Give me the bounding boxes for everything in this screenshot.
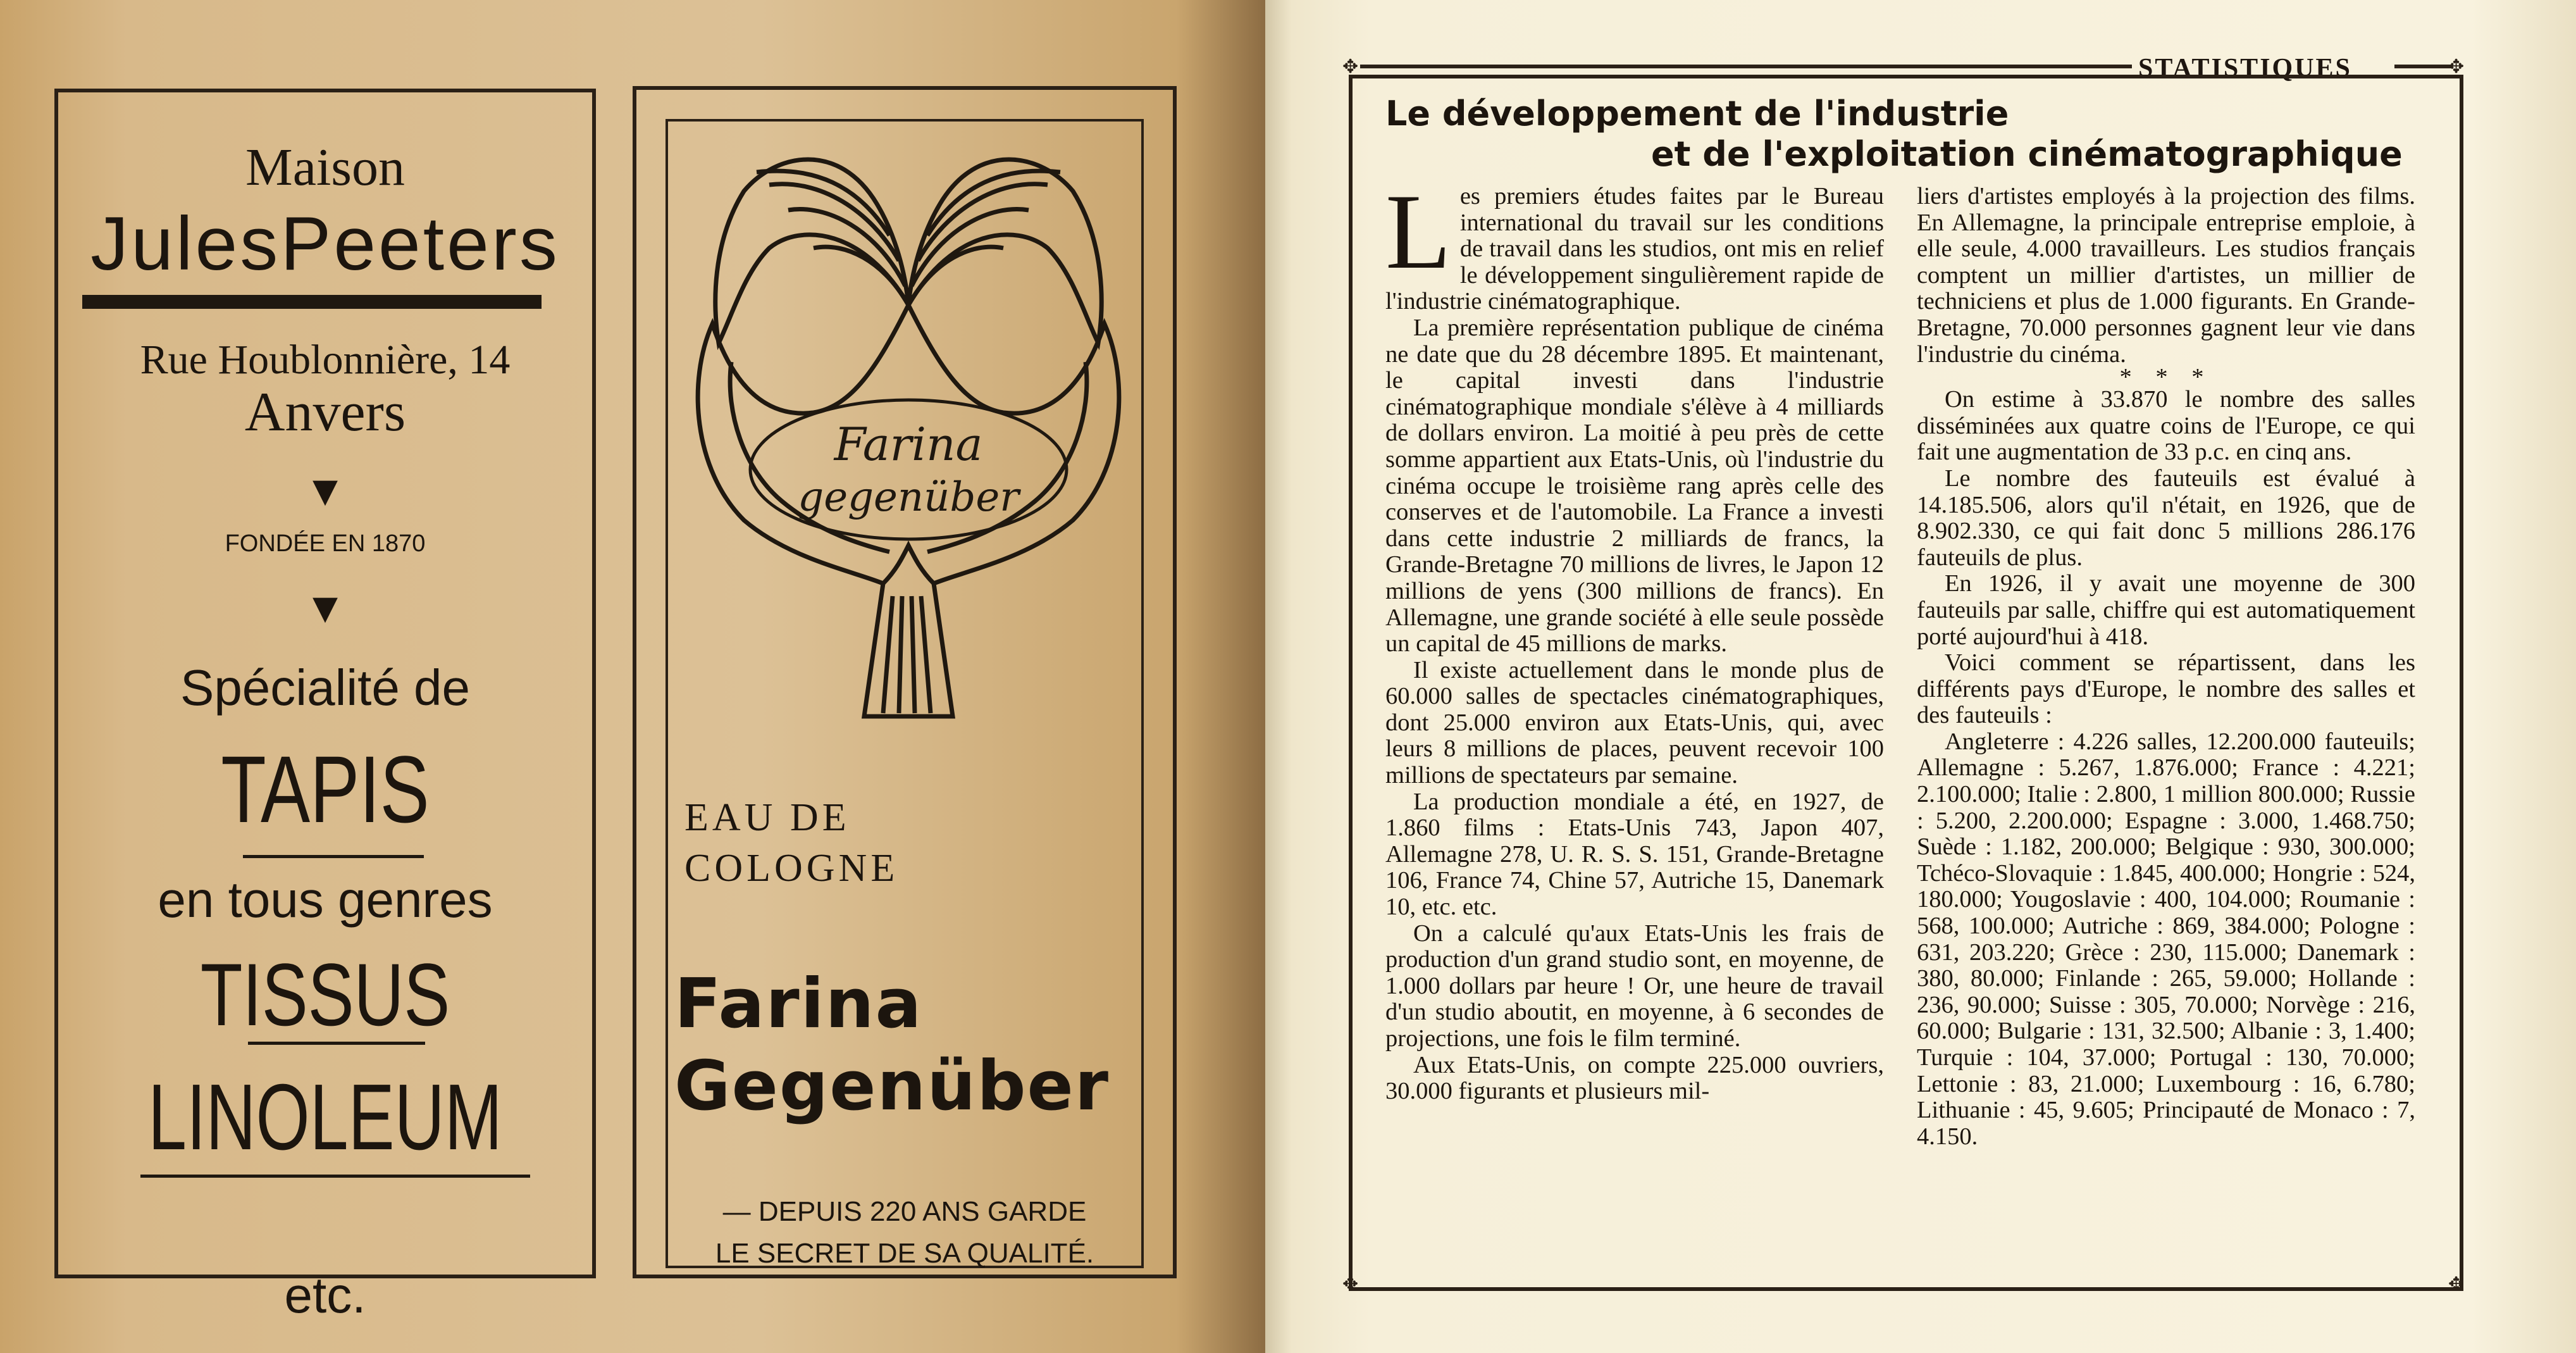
ad-address: Rue Houblonnière, 14 [140, 337, 511, 383]
paragraph-text: es premiers études faites par le Bureau international du travail sur les conditions de travail dans les studios, ont mis en relief le développement singulièrement rapide de l'industrie cinématographique. [1385, 183, 1884, 315]
ad-slogan-line2: LE SECRET DE SA QUALITÉ. [715, 1238, 1094, 1269]
ad-brand [674, 963, 1110, 1128]
ad-slogan-line1: — DEPUIS 220 ANS GARDE [722, 1196, 1087, 1227]
header-rule [1360, 65, 2132, 68]
ad-farina [633, 86, 1177, 1278]
paragraph [1385, 172, 1884, 315]
logo-script-line1: Farina [834, 418, 983, 471]
corner-ornament-icon: ✥ [1342, 56, 1359, 78]
paragraph: On a calculé qu'aux Etats-Unis les frais de production d'un grand studio sont, en moyenne, de 1.000 dollars par heure ! Or, une heure de travail d'un studio aboutit, en moyenne, à 6 secondes de projections, une fois le film terminé. [1385, 920, 1884, 1052]
paragraph: Le nombre des fauteuils est évalué à 14.185.506, alors qu'il n'était, en 1926, que de 8.902.330, ce qui fait donc 5 millions 286.176 fauteuils de plus. [1917, 465, 2415, 571]
article-column-2 [1917, 184, 2415, 1259]
section-separator: * * * [2119, 364, 2213, 391]
paragraph: En 1926, il y avait une moyenne de 300 fauteuils par salle, chiffre qui est automatiquement porté aujourd'hui à 418. [1917, 570, 2415, 650]
article-column-1 [1385, 172, 1884, 1259]
ad-etc: etc. [284, 1267, 366, 1323]
ad-eau-de-cologne [684, 792, 898, 894]
paragraph: On estime à 33.870 le nombre des salles disséminées aux quatre coins de l'Europe, ce qui fait une augmentation de 33 p.c. en cinq ans. [1917, 386, 2415, 466]
paragraph: La production mondiale a été, en 1927, de 1.860 films : Etats-Unis 743, Japon 407, Allemagne 278, U. R. S. S. 151, Grande-Bretagne 106, France 74, Chine 57, Autriche 15, Danemark 10, etc. etc. [1385, 788, 1884, 921]
ad-jules-peeters [54, 89, 596, 1323]
paragraph: Angleterre : 4.226 salles, 12.200.000 fauteuils; Allemagne : 5.267, 1.876.000; France : 4.221; 2.100.000; Italie : 2.800, 1 million 800.000; Russie : 5.200, 2.200.000; Espagne : 3.000, 1.468.750; Suède : 1.182, 200.000; Belgique : 930, 300.000; Tchéco-Slovaquie : 1.845, 400.000; Hongrie : 524, 180.000; Yougoslavie : 400, 104.000; Roumanie : 568, 100.000; Autriche : 869, 384.000; Pologne : 631, 203.220; Grèce : 230, 115.000; Danemark : 380, 80.000; Finlande : 265, 59.000; Hollande : 236, 90.000; Suisse : 305, 70.000; Norvège : 216, 60.000; Bulgarie : 131, 32.500; Albanie : 3, 1.400; Turquie : 104, 37.000; Portugal : 130, 70.000; Lettonie : 83, 21.000; Luxembourg : 16, 6.780; Lithuanie : 45, 9.605; Principauté de Monaco : 7, 4.150. [1917, 728, 2415, 1150]
article-title-line1: Le développement de l'industrie [1385, 94, 2009, 134]
ad-brand-line1: Farina [674, 964, 923, 1044]
ad-slogan [636, 1191, 1173, 1275]
ad-founded: FONDÉE EN 1870 [225, 530, 426, 557]
paragraph: Aux Etats-Unis, on compte 225.000 ouvriers, 30.000 figurants et plusieurs mil- [1385, 1051, 1884, 1105]
ad-tous-genres: en tous genres [158, 871, 493, 928]
section-header: STATISTIQUES [2138, 54, 2352, 83]
ad-linoleum: LINOLEUM [148, 1065, 502, 1169]
ad-maison-text: Maison [245, 138, 405, 197]
ad-city: Anvers [244, 382, 406, 443]
ad-tapis: TAPIS [221, 736, 430, 842]
ad-eau-de: EAU DE [684, 796, 850, 839]
corner-ornament-icon: ✥ [2448, 1273, 2465, 1295]
ad-thick-rule [82, 295, 542, 309]
ad-underline [243, 855, 424, 858]
corner-ornament-icon: ✥ [2448, 56, 2465, 78]
logo-script-line2: gegenüber [798, 474, 1019, 521]
drop-cap: L [1385, 172, 1451, 291]
ad-brand-line2: Gegenüber [674, 1047, 1110, 1126]
ad-company-name: JulesPeeters [90, 201, 560, 286]
ad-specialite: Spécialité de [180, 659, 471, 716]
left-page [0, 0, 1265, 1353]
header-rule-tail [2394, 65, 2451, 68]
spade-logo-icon [674, 115, 1142, 723]
paragraph: Voici comment se répartissent, dans les différents pays d'Europe, le nombre des salles et des fauteuils : [1917, 649, 2415, 729]
triangle-icon: ▼ [313, 589, 338, 627]
paragraph: La première représentation publique de cinéma ne date que du 28 décembre 1895. Et maintenant, le capital investi dans l'industrie cinématographique mondiale s'élève à 4 milliards de dollars environ. La moitié à peu près de cette somme appartient aux Etats-Unis, où l'industrie du cinéma occupe le troisième rang après celle des conserves et de l'automobile. La France a investi dans cette industrie 2 milliards de francs, la Grande-Bretagne 70 millions de livres, le Japon 12 millions de yens (300 millions de francs). En Allemagne, une grande société à elle seule possède un capital de 45 millions de marks. [1385, 314, 1884, 658]
corner-ornament-icon: ✥ [1342, 1273, 1359, 1295]
paragraph: Il existe actuellement dans le monde plus de 60.000 salles de spectacles cinématographiques, dont 25.000 environ aux Etats-Unis, qui, avec leurs 8 millions de places, peuvent recevoir 100 millions de spectateurs par semaine. [1385, 656, 1884, 789]
ad-underline [140, 1175, 530, 1178]
triangle-icon: ▼ [313, 472, 338, 510]
article-title-line2: et de l'exploitation cinématographique [1651, 134, 2403, 174]
paragraph: liers d'artistes employés à la projection des films. En Allemagne, la principale entreprise emploie, à elle seule, 4.000 travailleurs. Les studios français comptent un millier d'artistes, un millier de techniciens et plus de 1.000 figurants. En Grande-Bretagne, 70.000 personnes gagnent leur vie dans l'industrie du cinéma. [1917, 183, 2415, 368]
ad-cologne: COLOGNE [684, 847, 899, 890]
ad-tissus: TISSUS [200, 945, 450, 1044]
